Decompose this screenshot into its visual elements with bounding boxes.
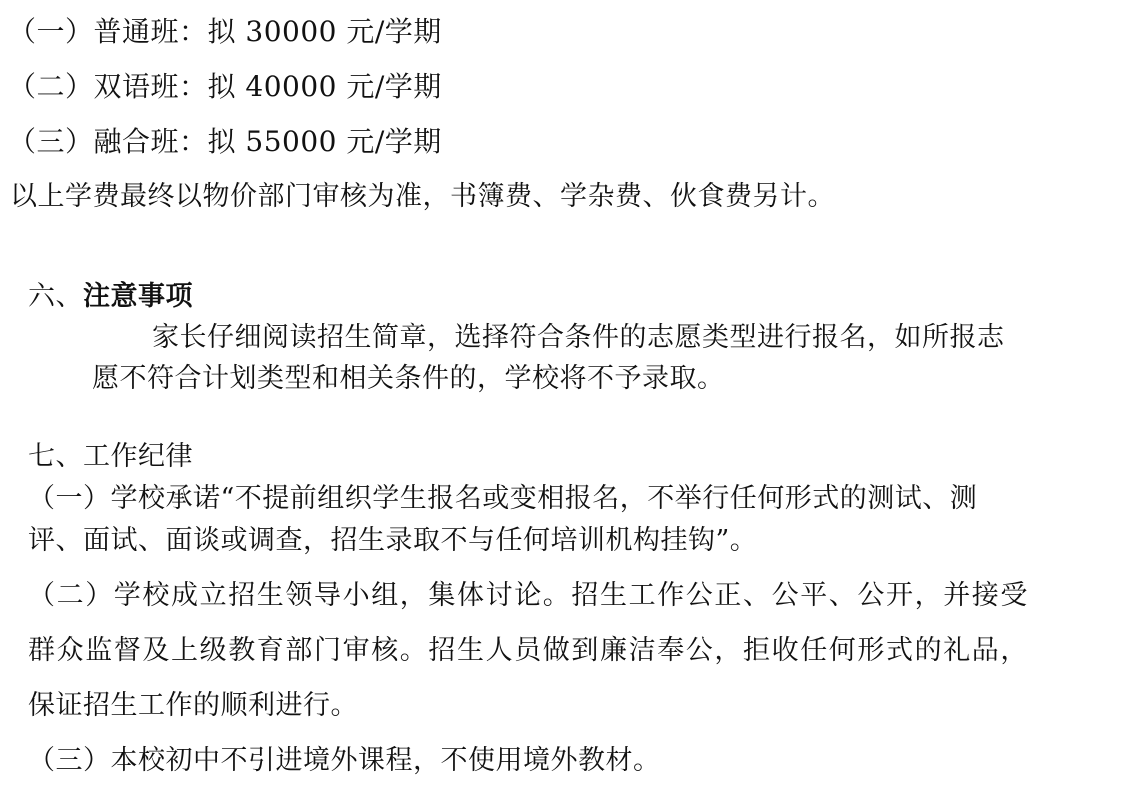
fee-line-integrated: （三）融合班：拟 55000 元/学期 (8, 125, 442, 158)
section-7-item-1-line-2: 评、面试、面谈或调查，招生录取不与任何培训机构挂钩”。 (28, 525, 758, 556)
section-7-item-2-line-2: 群众监督及上级教育部门审核。招生人员做到廉洁奉公，拒收任何形式的礼品， (28, 635, 1029, 666)
section-6-paragraph-line-1: 家长仔细阅读招生简章，选择符合条件的志愿类型进行报名，如所报志 (152, 322, 1005, 353)
section-7-item-2-line-3: 保证招生工作的顺利进行。 (28, 690, 358, 721)
section-7-heading: 七、工作纪律 (28, 441, 193, 472)
section-6-heading-title: 注意事项 (83, 281, 193, 312)
section-7-item-1-line-1: （一）学校承诺“不提前组织学生报名或变相报名，不举行任何形式的测试、测 (28, 483, 978, 514)
section-6-heading-number: 六、 (28, 281, 83, 312)
section-7-item-3: （三）本校初中不引进境外课程，不使用境外教材。 (28, 745, 661, 776)
section-7-item-2-line-1: （二）学校成立招生领导小组，集体讨论。招生工作公正、公平、公开，并接受 (28, 580, 1029, 611)
section-6-heading (28, 280, 193, 314)
fee-line-regular: （一）普通班：拟 30000 元/学期 (8, 15, 442, 48)
section-6-paragraph-line-2: 愿不符合计划类型和相关条件的，学校将不予录取。 (92, 363, 725, 394)
fee-note: 以上学费最终以物价部门审核为准，书簿费、学杂费、伙食费另计。 (10, 181, 835, 212)
fee-line-bilingual: （二）双语班：拟 40000 元/学期 (8, 70, 442, 103)
